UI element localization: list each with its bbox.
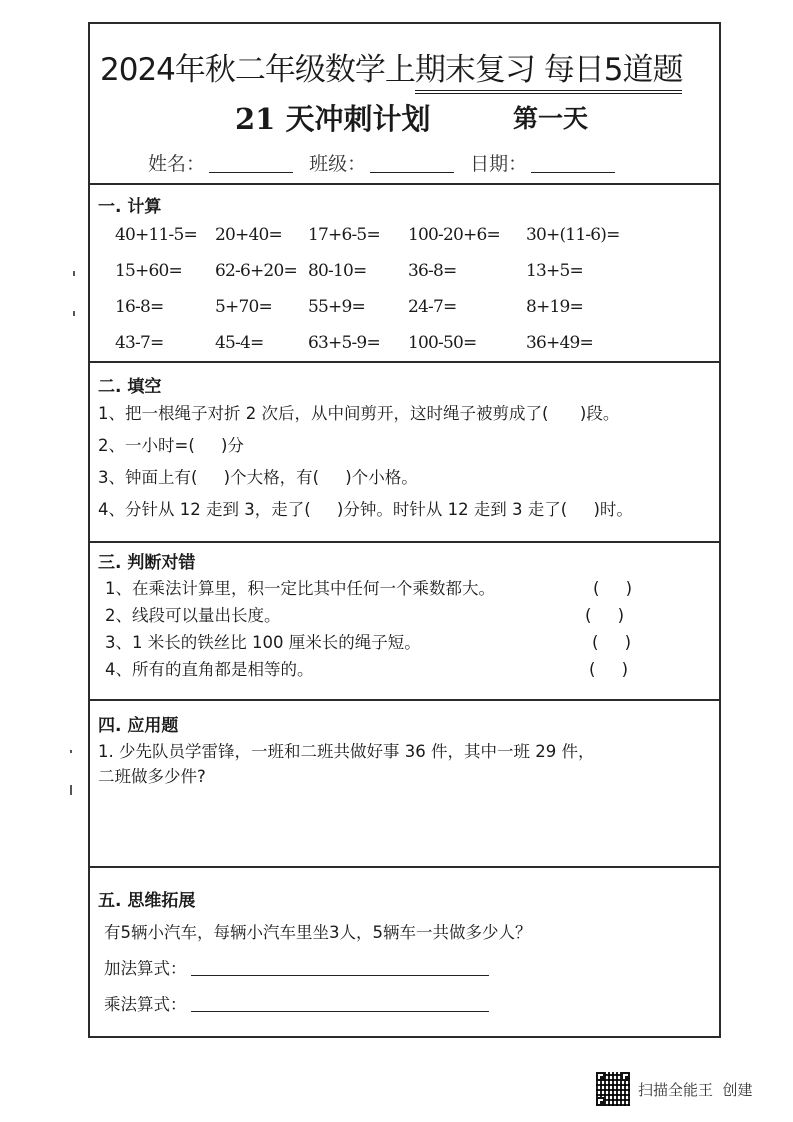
- statement: 1、在乘法计算里，积一定比其中任何一个乘数都大。: [105, 579, 495, 598]
- calc-item[interactable]: 20+40=: [215, 225, 282, 245]
- answer-parentheses[interactable]: ( ): [589, 660, 629, 679]
- worksheet-subtitle: 21 天冲刺计划: [235, 102, 431, 136]
- calc-item[interactable]: 36+49=: [526, 333, 593, 353]
- addition-label: 加法算式：: [104, 959, 187, 978]
- answer-parentheses[interactable]: ( ): [585, 606, 625, 625]
- student-info: [148, 149, 625, 176]
- true-false-item: [105, 602, 705, 629]
- section-true-false: [90, 543, 719, 701]
- true-false-item: [105, 629, 705, 656]
- section-title: 一. 计算: [98, 197, 162, 217]
- calc-item[interactable]: 55+9=: [308, 297, 365, 317]
- day-label: 第一天: [513, 104, 589, 133]
- problem-line: 二班做多少件?: [98, 767, 206, 786]
- date-field[interactable]: 日期：: [470, 149, 615, 176]
- scan-mark: [73, 311, 75, 316]
- name-blank[interactable]: [209, 171, 293, 173]
- calc-item[interactable]: 100-50=: [408, 333, 477, 353]
- fill-in-item[interactable]: 4、分针从 12 走到 3，走了( )分钟。时针从 12 走到 3 走了( )时。: [98, 500, 633, 519]
- calc-item[interactable]: 63+5-9=: [308, 333, 380, 353]
- calc-item[interactable]: 17+6-5=: [308, 225, 380, 245]
- date-blank[interactable]: [531, 171, 615, 173]
- title-underlined: 期末复习 每日5道题: [415, 52, 683, 94]
- calc-item[interactable]: 43-7=: [115, 333, 164, 353]
- calc-item[interactable]: 24-7=: [408, 297, 457, 317]
- problem-question: 有5辆小汽车，每辆小汽车里坐3人，5辆车一共做多少人？: [104, 923, 532, 942]
- section-word-problem: [90, 701, 719, 868]
- section-title: 三. 判断对错: [98, 553, 196, 573]
- thinking-problem: [104, 920, 532, 1028]
- fill-in-item[interactable]: 2、一小时=( )分: [98, 436, 244, 455]
- qr-code-icon: [596, 1072, 630, 1106]
- addition-answer-row: [104, 956, 532, 992]
- multiplication-label: 乘法算式：: [104, 995, 187, 1014]
- calc-item[interactable]: 15+60=: [115, 261, 182, 281]
- calc-item[interactable]: 30+(11-6)=: [526, 225, 620, 245]
- scanner-watermark: [596, 1071, 753, 1107]
- scan-mark: [70, 750, 72, 753]
- title-prefix: 2024年秋二年级数学上: [100, 52, 415, 88]
- answer-parentheses[interactable]: ( ): [592, 633, 632, 652]
- true-false-item: [105, 575, 705, 602]
- worksheet-header: [90, 24, 719, 185]
- calculation-grid: [115, 223, 646, 356]
- true-false-item: [105, 656, 705, 683]
- calc-item[interactable]: 100-20+6=: [408, 225, 500, 245]
- calc-item[interactable]: 36-8=: [408, 261, 457, 281]
- calc-item[interactable]: 5+70=: [215, 297, 272, 317]
- calc-item[interactable]: 62-6+20=: [215, 261, 297, 281]
- class-blank[interactable]: [370, 171, 454, 173]
- addition-answer-line[interactable]: [191, 974, 489, 976]
- multiplication-answer-line[interactable]: [191, 1010, 489, 1012]
- section-title: 五. 思维拓展: [98, 891, 196, 911]
- fill-in-item[interactable]: 1、把一根绳子对折 2 次后，从中间剪开，这时绳子被剪成了( )段。: [98, 404, 620, 423]
- section-title: 二. 填空: [98, 377, 162, 397]
- statement: 2、线段可以量出长度。: [105, 606, 281, 625]
- true-false-list: [105, 575, 705, 683]
- name-field[interactable]: 姓名：: [148, 149, 293, 176]
- multiplication-answer-row: [104, 992, 532, 1028]
- answer-parentheses[interactable]: ( ): [593, 579, 633, 598]
- worksheet: [88, 22, 721, 1038]
- calc-item[interactable]: 8+19=: [526, 297, 583, 317]
- calc-item[interactable]: 13+5=: [526, 261, 583, 281]
- watermark-text: 扫描全能王 创建: [638, 1080, 753, 1099]
- word-problem: [98, 739, 594, 789]
- scan-mark: [73, 271, 75, 276]
- section-calculation: [90, 185, 719, 363]
- statement: 4、所有的直角都是相等的。: [105, 660, 314, 679]
- worksheet-title: [100, 44, 682, 89]
- problem-line: 1. 少先队员学雷锋，一班和二班共做好事 36 件，其中一班 29 件，: [98, 742, 595, 761]
- statement: 3、1 米长的铁丝比 100 厘米长的绳子短。: [105, 633, 421, 652]
- answer-area[interactable]: [98, 793, 711, 860]
- calc-item[interactable]: 45-4=: [215, 333, 264, 353]
- calc-item[interactable]: 40+11-5=: [115, 225, 197, 245]
- section-thinking-extension: [90, 868, 719, 1040]
- calc-item[interactable]: 16-8=: [115, 297, 164, 317]
- fill-in-list: [98, 401, 633, 529]
- section-title: 四. 应用题: [98, 716, 179, 736]
- section-fill-in: [90, 363, 719, 543]
- calc-item[interactable]: 80-10=: [308, 261, 367, 281]
- fill-in-item[interactable]: 3、钟面上有( )个大格，有( )个小格。: [98, 468, 418, 487]
- scan-mark: [70, 785, 72, 795]
- class-field[interactable]: 班级：: [309, 149, 454, 176]
